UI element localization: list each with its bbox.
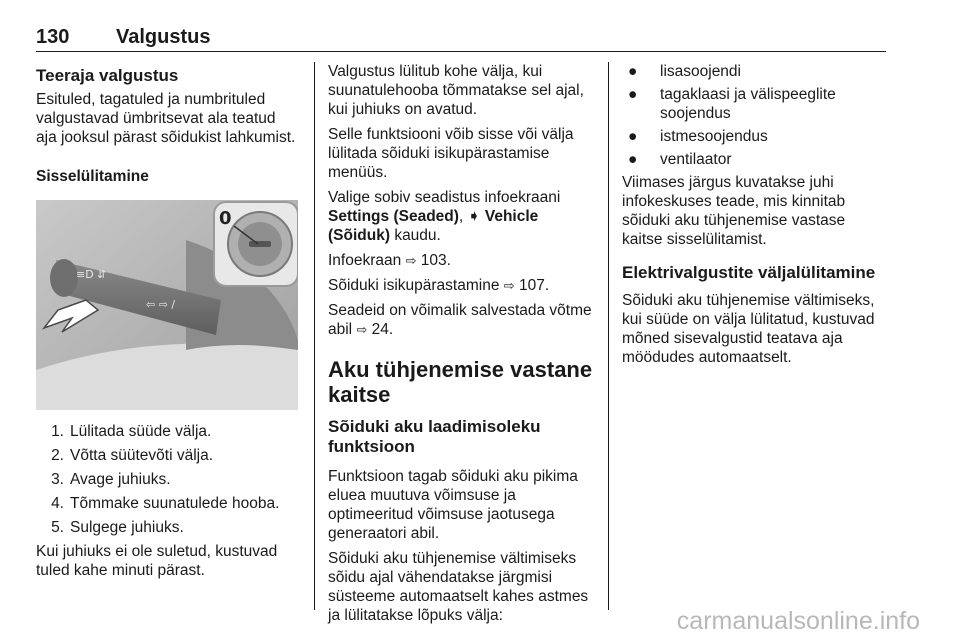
bullet-text: lisasoojendi <box>660 63 741 80</box>
ignition-position-label: 0 <box>219 208 232 229</box>
heading-path-lighting: Teeraja valgustus <box>36 66 179 85</box>
paragraph-personalization: Selle funktsiooni võib sisse või välja lülitada sõiduki isikupärastamise menüüs. <box>328 126 574 181</box>
vehicle-menu-label: Vehicle (Sõiduk) <box>328 208 539 244</box>
reference-page: 103. <box>420 252 451 269</box>
reduced-systems-list <box>622 62 886 169</box>
list-item <box>36 518 298 537</box>
step-text: Tõmmake suunatulede hooba. <box>70 495 280 512</box>
step-text: Lülitada süüde välja. <box>70 423 212 440</box>
paragraph-lights-off: Sõiduki aku tühjenemise vältimiseks, kui süüde on välja lülitatud, kustuvad mõned sisevalgustid teatava aja möödudes automaatselt. <box>622 292 875 366</box>
settings-text: Valige sobiv seadistus infoekraani <box>328 189 561 206</box>
heading-lights-off: Elektrivalgustite väljalülitamine <box>622 263 876 282</box>
column-divider-2 <box>608 62 609 610</box>
list-item <box>622 127 886 146</box>
header-rule <box>36 51 886 52</box>
list-item <box>622 85 886 123</box>
step-text: Võtta süütevõti välja. <box>70 447 214 464</box>
reference-page: 107. <box>518 277 550 294</box>
paragraph-load-reduction: Sõiduki aku tühjenemise vältimiseks sõidu ajal vähendatakse järgmisi süsteeme automaatselt kahes astmes ja lülitatakse lõpuks välja: <box>328 550 589 624</box>
list-item <box>622 62 886 81</box>
column-divider-1 <box>314 62 315 610</box>
key-slot <box>249 241 271 247</box>
page-reference-icon: ⇨ <box>356 322 368 337</box>
step-number: 4. <box>51 495 64 512</box>
step-number: 2. <box>51 447 64 464</box>
list-item <box>36 446 298 465</box>
bullet-icon: ● <box>628 86 638 103</box>
section-title: Valgustus <box>116 26 211 48</box>
lever-tip <box>50 259 78 297</box>
step-number: 5. <box>51 519 64 536</box>
heading-battery-protection: Aku tühjenemise vastane kaitse <box>328 357 593 407</box>
step-text: Sulgege juhiuks. <box>70 519 184 536</box>
paragraph-settings-path <box>328 188 594 245</box>
step-number: 3. <box>51 471 64 488</box>
closing-paragraph: Kui juhiuks ei ole suletud, kustuvad tuled kahe minuti pärast. <box>36 543 278 579</box>
step-text: Avage juhiuks. <box>70 471 171 488</box>
menu-arrow-icon: ➧ <box>467 208 481 225</box>
paragraph-lever-off: Valgustus lülitub kohe välja, kui suunatulehooba tõmmatakse sel ajal, kui juhiuks on avatud. <box>328 63 584 118</box>
column-right <box>622 62 886 367</box>
reference-info-display <box>328 251 594 270</box>
activation-steps <box>36 422 298 537</box>
key-memory-text: Seadeid on võimalik salvestada võtme abil <box>328 302 592 338</box>
reference-personalization <box>328 276 594 295</box>
settings-menu-label: Settings (Seaded) <box>328 208 459 225</box>
list-item <box>622 150 886 169</box>
watermark: carmanualsonline.info <box>676 607 920 635</box>
lever-illustration <box>36 200 298 410</box>
column-middle <box>328 62 594 625</box>
paragraph-final-stage: Viimases järgus kuvatakse juhi infokeskuses teade, mis kinnitab sõiduki aku tühjenemise vastase kaitse sisselülitamist. <box>622 174 846 248</box>
subheading-activation: Sisselülitamine <box>36 168 149 185</box>
list-item <box>36 470 298 489</box>
subheading-battery-charge: Sõiduki aku laadimisoleku funktsioon <box>328 417 541 456</box>
reference-text: Sõiduki isikupärastamine <box>328 277 500 294</box>
settings-comma: , <box>458 208 464 225</box>
lever-indicator-symbols: ⇦ ⇨ / <box>146 298 176 311</box>
paragraph-battery-function: Funktsioon tagab sõiduki aku pikima eluea muutuva võimsuse ja optimeeritud võimsuse jaotusega generaatori abil. <box>328 468 578 542</box>
bullet-icon: ● <box>628 63 638 80</box>
reference-page: 24. <box>371 321 394 338</box>
lever-light-symbols: ≡D ⇵ <box>76 268 107 281</box>
page-header <box>36 26 886 52</box>
intro-paragraph: Esituled, tagatuled ja numbrituled valgustavad ümbritsevat ala teatud aja jooksul pärast sõidukist lahkumist. <box>36 91 296 146</box>
reference-text: Infoekraan <box>328 252 402 269</box>
column-left <box>36 62 298 580</box>
bullet-icon: ● <box>628 128 638 145</box>
page-reference-icon: ⇨ <box>503 278 515 293</box>
page-number: 130 <box>36 26 70 48</box>
bullet-text: istmesoojendus <box>660 128 768 145</box>
bullet-text: ventilaator <box>660 151 732 168</box>
paragraph-key-memory <box>328 301 594 339</box>
settings-suffix: kaudu. <box>394 227 441 244</box>
list-item <box>36 494 298 513</box>
bullet-icon: ● <box>628 151 638 168</box>
lever-illustration-svg <box>36 200 298 410</box>
list-item <box>36 422 298 441</box>
bullet-text: tagaklaasi ja välispeeglite soojendus <box>660 86 836 122</box>
page-reference-icon: ⇨ <box>405 253 417 268</box>
step-number: 1. <box>51 423 64 440</box>
